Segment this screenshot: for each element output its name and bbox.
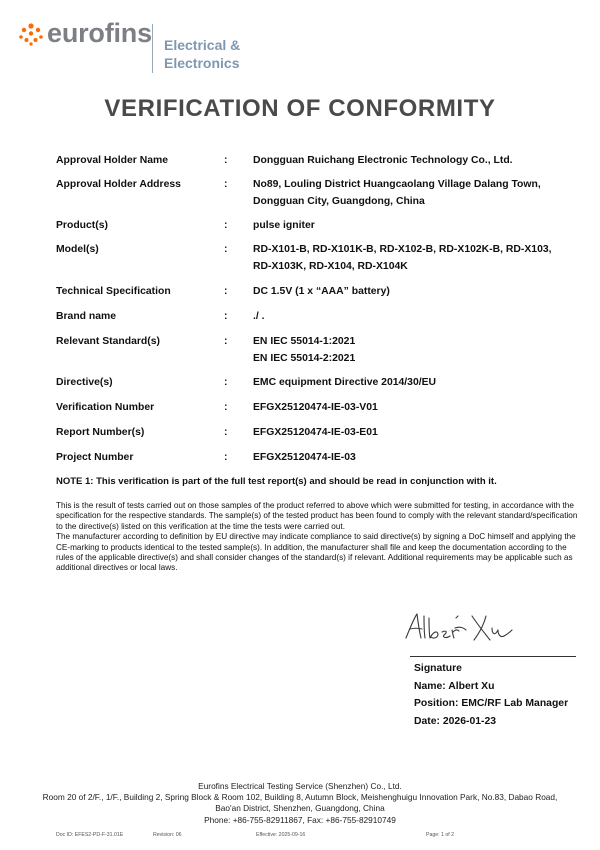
footer-address-line1: Room 20 of 2/F., 1/F., Building 2, Spring Block & Room 102, Building 8, Autumn Block, Meishenghuigu Innovation Park, No.83, Dabao Road, (42, 792, 558, 803)
field-label: Relevant Standard(s) (56, 336, 160, 347)
field-label: Project Number (56, 452, 134, 463)
document-title: VERIFICATION OF CONFORMITY (104, 95, 496, 122)
footer-company: Eurofins Electrical Testing Service (Shenzhen) Co., Ltd. (198, 781, 402, 791)
footer-address-line2: Bao'an District, Shenzhen, Guangdong, China (215, 803, 385, 814)
logo-division (164, 36, 240, 72)
field-value-line: EFGX25120474-IE-03-E01 (253, 427, 378, 438)
doc-id: Doc ID: EFES2-PD-F-31.01E (56, 832, 124, 838)
field-colon: : (224, 336, 228, 347)
footer (0, 781, 600, 826)
field-value-line: RD-X103K, RD-X104, RD-X104K (253, 261, 408, 272)
field-value (253, 333, 583, 367)
signature-label: Signature (414, 663, 462, 674)
field-colon: : (224, 311, 228, 322)
logo-wordmark: eurofins (47, 18, 152, 48)
field-colon: : (224, 402, 228, 413)
logo-division-line1: Electrical & (164, 37, 241, 53)
field-value (253, 424, 583, 441)
field-value (253, 241, 583, 275)
field-label: Directive(s) (56, 377, 113, 388)
field-colon: : (224, 179, 228, 190)
eurofins-logo (18, 18, 278, 78)
eurofins-dots-logo-icon (18, 22, 44, 46)
field-colon: : (224, 286, 228, 297)
field-value-line: ./ . (253, 311, 265, 322)
field-label: Verification Number (56, 402, 155, 413)
signature-line (410, 656, 576, 657)
field-label: Technical Specification (56, 286, 171, 297)
field-value-line: DC 1.5V (1 x “AAA” battery) (253, 286, 390, 297)
field-label: Product(s) (56, 220, 108, 231)
field-label: Brand name (56, 311, 117, 322)
statement-paragraph: The manufacturer according to definition by EU directive may indicate compliance to said directive(s) by signing a DoC himself and applying the CE-marking to products identical to the tested sample(s). In addition, the manufacturer shall file and keep the documentation according to the rules of the applicable directive(s) and shall consider changes of the standard(s) if relevant. Additional requirements may be applicable such as additional directives or local laws. (56, 532, 576, 573)
field-value (253, 399, 583, 416)
signature-block (414, 660, 584, 730)
logo-divider (152, 24, 153, 73)
field-value (253, 152, 583, 169)
field-value-line: EFGX25120474-IE-03 (253, 452, 356, 463)
field-value-line: EMC equipment Directive 2014/30/EU (253, 377, 437, 388)
field-label: Model(s) (56, 244, 99, 255)
field-colon: : (224, 377, 228, 388)
field-value (253, 449, 583, 466)
field-value-line: Dongguan Ruichang Electronic Technology Co., Ltd. (253, 155, 513, 166)
doc-revision: Revision: 06 (153, 832, 182, 838)
field-label: Approval Holder Address (56, 179, 181, 190)
field-value-line: No89, Louling District Huangcaolang Village Dalang Town, (253, 179, 541, 190)
signatory-name: Name: Albert Xu (414, 680, 495, 692)
conformity-statement (56, 501, 580, 574)
field-colon: : (224, 244, 228, 255)
field-label: Report Number(s) (56, 427, 145, 438)
field-colon: : (224, 220, 228, 231)
field-value-line: EN IEC 55014-1:2021 (253, 336, 356, 347)
field-value (253, 176, 583, 210)
statement-paragraph: This is the result of tests carried out on those samples of the product referred to above which were submitted for testing, in accordance with the specification for the respective standards. The sample(s) of the tested product has been found to comply with the relevant standard/specification to the directive(s) listed on this verification at the time the tests were carried out. (56, 501, 578, 531)
field-value-line: RD-X101-B, RD-X101K-B, RD-X102-B, RD-X102K-B, RD-X103, (253, 244, 552, 255)
field-colon: : (224, 427, 228, 438)
field-value-line: pulse igniter (253, 220, 315, 231)
field-value (253, 283, 583, 300)
footer-contact: Phone: +86-755-82911867, Fax: +86-755-82910749 (204, 814, 396, 825)
note-1: NOTE 1: This verification is part of the full test report(s) and should be read in conjunction with it. (56, 476, 497, 487)
field-value (253, 374, 583, 391)
field-label: Approval Holder Name (56, 155, 169, 166)
signatory-position: Position: EMC/RF Lab Manager (414, 698, 569, 709)
field-value-line: EFGX25120474-IE-03-V01 (253, 402, 378, 413)
doc-effective-date: Effective: 2025-09-16 (256, 832, 306, 838)
field-value (253, 217, 583, 234)
signature-date: Date: 2026-01-23 (414, 715, 497, 727)
field-value (253, 308, 583, 325)
handwritten-signature (400, 608, 520, 648)
logo-division-line2: Electronics (164, 55, 240, 71)
field-colon: : (224, 155, 228, 166)
field-colon: : (224, 452, 228, 463)
page-number: Page: 1 of 2 (426, 832, 454, 838)
field-value-line: Dongguan City, Guangdong, China (253, 196, 425, 207)
field-value-line: EN IEC 55014-2:2021 (253, 353, 356, 364)
